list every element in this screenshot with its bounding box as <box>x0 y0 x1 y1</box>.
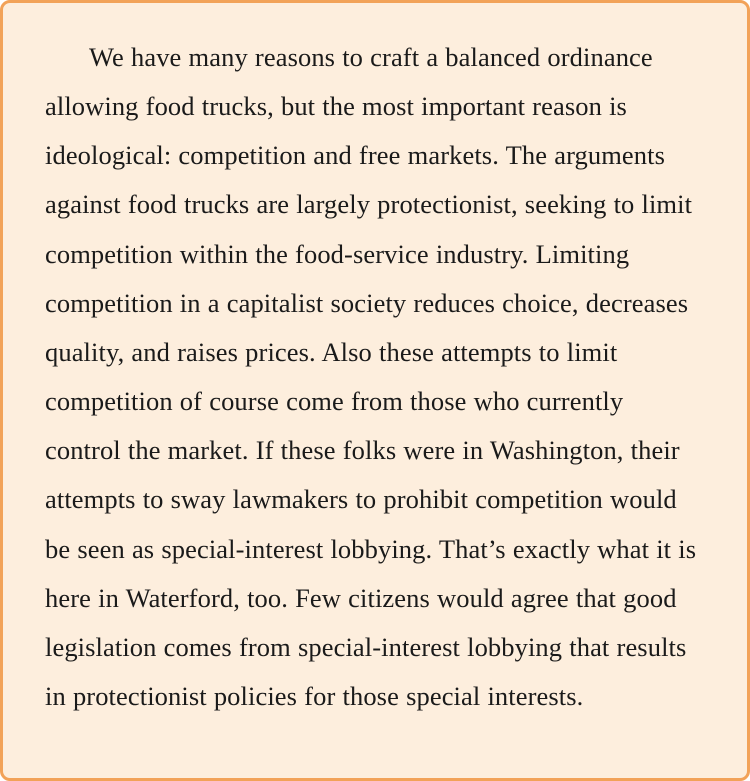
pullquote-text: We have many reasons to craft a balanced ordinance allowing food trucks, but the most important reason is ideological: competition and free markets. The arguments against food trucks are largely protectionist, seeking to limit competition within the food-service industry. Limiting competition in a capitalist society reduces choice, decreases quality, and raises prices. Also these attempts to limit competition of course come from those who currently control the market. If these folks were in Washington, their attempts to sway lawmakers to prohibit competition would be seen as special-interest lobbying. That’s exactly what it is here in Waterford, too. Few citizens would agree that good legislation comes from special-interest lobbying that results in protectionist policies for those special interests. <box>45 42 697 712</box>
